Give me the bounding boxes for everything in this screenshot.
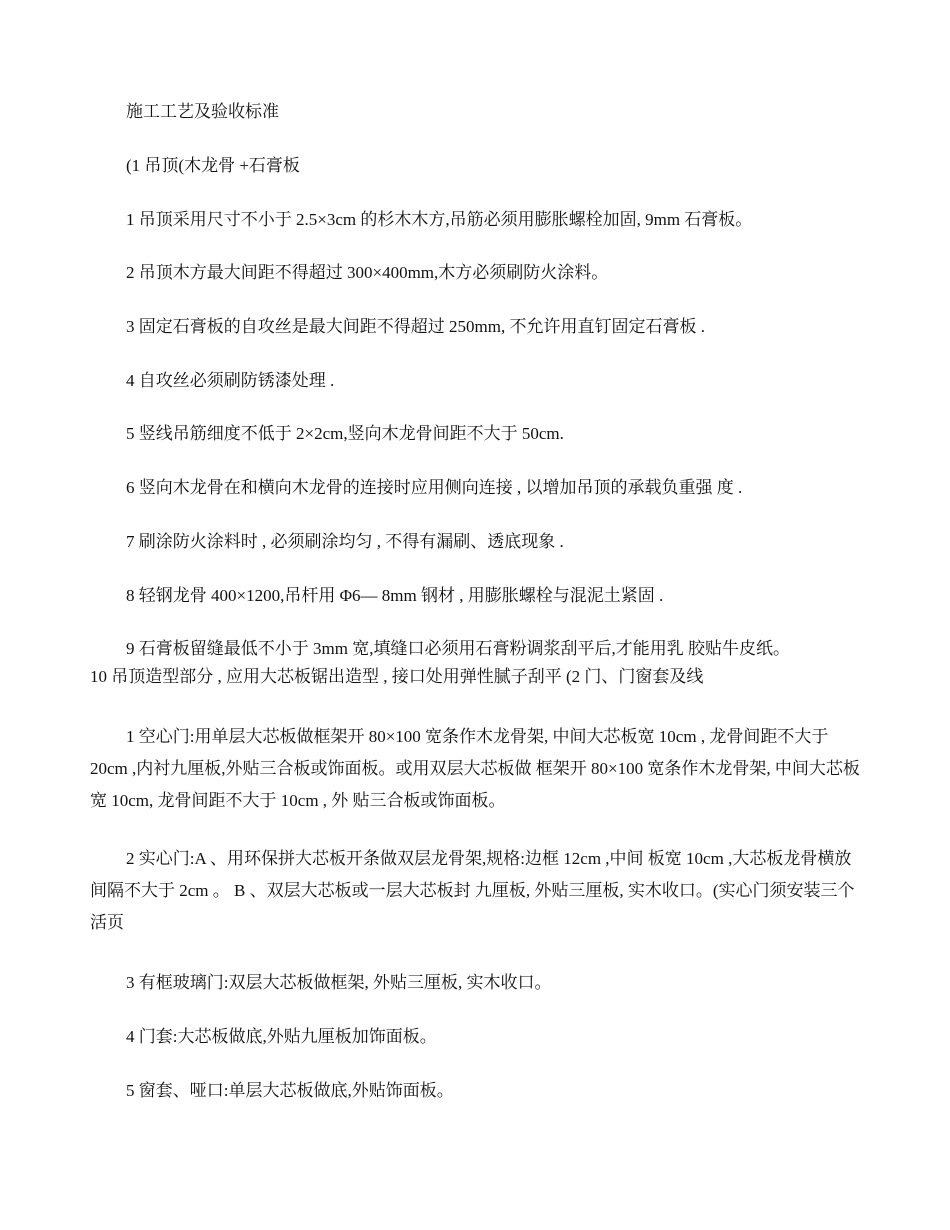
paragraph: 6 竖向木龙骨在和横向木龙骨的连接时应用侧向连接 , 以增加吊顶的承载负重强 度 . xyxy=(126,478,743,497)
paragraph: 1 吊顶采用尺寸不小于 2.5×3cm 的杉木木方,吊筋必须用膨胀螺栓加固, 9mm 石膏板。 xyxy=(126,210,753,229)
section-heading: (1 吊顶(木龙骨 +石膏板 xyxy=(126,156,300,175)
paragraph: 9 石膏板留缝最低不小于 3mm 宽,填缝口必须用石膏粉调浆刮平后,才能用乳 胶贴牛皮纸。 xyxy=(126,639,790,658)
paragraph: 3 有框玻璃门:双层大芯板做框架, 外贴三厘板, 实木收口。 xyxy=(126,973,552,992)
paragraph: 7 刷涂防火涂料时 , 必须刷涂均匀 , 不得有漏刷、透底现象 . xyxy=(126,532,564,551)
paragraph: 3 固定石膏板的自攻丝是最大间距不得超过 250mm, 不允许用直钉固定石膏板 . xyxy=(126,317,705,336)
paragraph: 5 窗套、哑口:单层大芯板做底,外贴饰面板。 xyxy=(126,1081,454,1100)
paragraph: 10 吊顶造型部分 , 应用大芯板锯出造型 , 接口处用弹性腻子刮平 (2 门、门窗套及线 xyxy=(90,667,704,686)
paragraph: 2 实心门:A 、用环保拼大芯板开条做双层龙骨架,规格:边框 12cm ,中间 板宽 10cm ,大芯板龙骨横放间隔不大于 2cm 。 B 、双层大芯板或一层大芯板封 九厘板, 外贴三厘板, 实木收口。(实心门须安装三个活页 xyxy=(90,849,855,932)
paragraph: 8 轻钢龙骨 400×1200,吊杆用 Φ6— 8mm 钢材 , 用膨胀螺栓与混泥土紧固 . xyxy=(126,586,664,605)
paragraph: 5 竖线吊筋细度不低于 2×2cm,竖向木龙骨间距不大于 50cm. xyxy=(126,424,564,443)
paragraph: 4 门套:大芯板做底,外贴九厘板加饰面板。 xyxy=(126,1027,437,1046)
document-title: 施工工艺及验收标准 xyxy=(126,102,279,121)
paragraph: 4 自攻丝必须刷防锈漆处理 . xyxy=(126,371,335,390)
paragraph: 1 空心门:用单层大芯板做框架开 80×100 宽条作木龙骨架, 中间大芯板宽 10cm , 龙骨间距不大于 20cm ,内衬九厘板,外贴三合板或饰面板。或用双层大芯板做 框架开 80×100 宽条作木龙骨架, 中间大芯板宽 10cm, 龙骨间距不大于 10cm , 外 贴三合板或饰面板。 xyxy=(90,727,860,810)
paragraph: 2 吊顶木方最大间距不得超过 300×400mm,木方必须刷防火涂料。 xyxy=(126,263,609,282)
